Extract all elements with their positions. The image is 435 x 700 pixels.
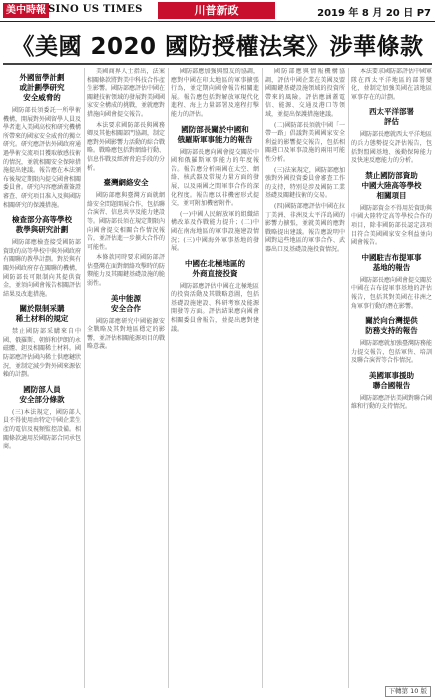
subheading-line: 相關項目 xyxy=(376,190,407,200)
body-paragraph: (二)國防部長須就中國「一帶一路」倡議對美國國家安全利益的影響提交報告，包括相關港口及軍事設施的兩用可能性分析。 xyxy=(265,121,345,163)
body-paragraph: 國防部應評估中國在北極地區的投資活動及其戰略意圖，包括基礎設施建設、科研考察及能源開發等方面。評估結果應向國會相關委員會報告，並提出應對建議。 xyxy=(171,282,259,333)
subheading-line: 關於向台灣提供 xyxy=(365,316,418,326)
issue-date: 2019 年 8 月 20 日 P7 xyxy=(317,8,431,19)
body-paragraph: 國防部長須委託一所學術機構，開展對外國留學人員及學者進入美國高校和研究機構所帶來的國家安全威脅的獨立研究。研究應評估外國政府通過學術交流項目獲取敏感技術的情況，並就相關安全保障措施提出建議。報告應在本法頒布後規定期限內提交國會相關委員會。研究內容應涵蓋簽證審查、研究項目准入及與國防相關研究的保護措施。 xyxy=(3,107,81,209)
article-column-2 xyxy=(87,68,165,688)
subheading-line: 禁止國防部資助 xyxy=(365,170,418,180)
subheading xyxy=(87,294,165,314)
body-paragraph: 國防部應評估美國對聯合國維和行動的支持情況。 xyxy=(351,394,432,411)
article-column-4 xyxy=(265,68,345,688)
subheading-line: 檢查部分高等學校 xyxy=(12,215,72,225)
subheading-line: 稀土材料的規定 xyxy=(15,314,69,324)
subheading-line: 俄羅斯軍事能力的報告 xyxy=(177,134,253,144)
subheading xyxy=(171,125,259,145)
body-paragraph: 國防部應加強與盟友的協調，應對中國在印太地區的軍事擴張行為，並定期向國會報告相關進展。報告應包括對解放軍現代化進程、海上力量部署及遠程打擊能力的評估。 xyxy=(171,68,259,118)
body-paragraph: (三)法案規定，國防部應加強對外國投資委員會審查工作的支持，特別是涉及國防工業基礎及關鍵技術的交易。 xyxy=(265,166,345,200)
page-header xyxy=(0,0,435,22)
body-paragraph: (四)國防部應評估中國在拉丁美洲、非洲及太平洋島國的影響力擴張，並就美國的應對戰略提出建議。報告應說明中國對這些地區的軍事合作、武器出口及基礎設施投資情況。 xyxy=(265,202,345,253)
body-paragraph: 國防部應研究中國能源安全戰略及其對地區穩定的影響，並評估相關能源項目的戰略意義。 xyxy=(87,317,165,351)
section-title: 川普新政 xyxy=(158,2,275,19)
subheading-line: 或計劃學研究 xyxy=(19,83,65,92)
subheading xyxy=(351,316,432,336)
newspaper-brand: SINO US TIMES xyxy=(48,4,143,15)
body-paragraph: 國防部應檢查接受國防部資助的高等學校中與外國政府有關聯的教學計劃。對於與有關外國政府存在關聯的機構，國防部長可限制向其提供資金，並須向國會報告相關評估結果及改進措施。 xyxy=(3,239,81,298)
subheading-line: 聯合國報告 xyxy=(372,380,411,390)
subheading-line: 外國留學計劃 xyxy=(19,73,65,82)
subheading xyxy=(3,304,81,324)
subheading-line: 教學與研究計劃 xyxy=(15,225,69,235)
body-paragraph: 本法要求國防部評估中國軍隊在西太平洋地區的部署變化，並制定加強美國在該地區軍事存在的計劃。 xyxy=(351,68,432,101)
article-column-3 xyxy=(171,68,259,688)
column-divider xyxy=(168,68,169,688)
subheading xyxy=(351,107,432,127)
subheading xyxy=(3,215,81,235)
body-paragraph: 國防部資金不得用於資助與中國大陸特定高等學校合作的項目，除非國防部長認定該項目符合美國國家安全利益並向國會報告。 xyxy=(351,204,432,247)
column-divider xyxy=(348,68,349,688)
subheading-line: 中國駐吉布提軍事 xyxy=(361,252,422,262)
main-headline: 《美國 2020 國防授權法案》涉華條款 xyxy=(11,34,424,60)
subheading-line: 臺灣網絡安全 xyxy=(103,178,149,188)
subheading-line: 關於限制采購 xyxy=(19,304,65,314)
subheading-line: 安全威脅的 xyxy=(23,93,61,102)
body-paragraph: 國防部應就加強臺灣防務能力提交報告，包括軍售、培訓及聯合演習等合作情況。 xyxy=(351,340,432,365)
subheading-line: 美國軍事援助 xyxy=(369,370,414,380)
subheading-line: 外商直接投資 xyxy=(192,268,238,278)
body-paragraph: 本條款同時要求國防部評估臺灣在面對網絡攻擊時的防禦能力及其關鍵基礎設施的脆弱性。 xyxy=(87,254,165,288)
body-paragraph: 國防部長應就西太平洋地區的兵力態勢提交評估報告，包括對盟國基地、後勤保障能力及快速反應能力的分析。 xyxy=(351,131,432,165)
subheading-line: 西太平洋部署 xyxy=(369,107,414,117)
subheading-line: 基地的報告 xyxy=(372,262,411,272)
body-paragraph: 美國商界人士指出，法案相關條款將對美中科技合作產生影響。國防部應評估中國在關鍵技術領域的發展對美國國家安全構成的挑戰，並就應對措施向國會提交報告。 xyxy=(87,68,165,118)
subheading-line: 安全部分條款 xyxy=(19,394,65,404)
column-divider xyxy=(84,68,85,688)
subheading-line: 防務支持的報告 xyxy=(365,326,418,336)
subheading xyxy=(351,171,432,201)
body-paragraph: (一)中國人民解放軍的組織結構改革及作戰能力提升；(二)中國在南海地區的軍事設施建設情況；(三)中國海外軍事基地的發展。 xyxy=(171,210,259,253)
body-paragraph: 國防部應與臺灣方面就網絡安全問題開展合作，包括聯合演習、信息共享及能力建設等。國防部長須在規定期限內向國會提交相關合作情況報告，並評估進一步擴大合作的可能性。 xyxy=(87,192,165,251)
subheading-line: 國防部長關於中國和 xyxy=(181,124,249,134)
subheading-line: 評估 xyxy=(384,117,399,127)
newspaper-logo: 美中時報 xyxy=(3,3,49,18)
subheading xyxy=(3,385,81,405)
subheading xyxy=(351,371,432,391)
body-paragraph: 禁止國防部采購來自中國、俄羅斯、朝鮮和伊朗的永磁體、鉭及相關稀土材料。國防部應評估國內稀土供應鏈狀況，並制定減少對外國來源依賴的計劃。 xyxy=(3,328,81,379)
continued-note: 下轉第 10 版 xyxy=(385,686,431,697)
subheading-line: 美中能源 xyxy=(111,293,141,303)
body-paragraph: 國防部長應向國會提交關於中國和俄羅斯軍事能力的年度報告。報告應分析兩國在太空、網絡、核武器及常規力量方面的發展，以及兩國之間軍事合作的深化程度。報告應以非機密形式提交，並可附加機密附件。 xyxy=(171,148,259,208)
subheading xyxy=(3,73,81,103)
subheading-line: 國防部人員 xyxy=(23,384,61,394)
subheading xyxy=(351,253,432,273)
headline-rule xyxy=(3,63,432,65)
subheading xyxy=(87,178,165,188)
body-paragraph: 本法要求國防部長與國務卿及其他相關部門協調，制定應對外國影響力活動的綜合戰略。戰略應包括對網絡行動、信息作戰及經濟脅迫手段的分析。 xyxy=(87,121,165,172)
subheading-line: 安全合作 xyxy=(111,303,141,313)
article-column-1 xyxy=(3,68,81,688)
body-paragraph: 國防部長應向國會提交關於中國在吉布提軍事基地的評估報告，包括其對美國在非洲之角軍事行動的潛在影響。 xyxy=(351,276,432,310)
subheading xyxy=(171,259,259,279)
article-column-5 xyxy=(351,68,432,688)
column-divider xyxy=(262,68,263,688)
subheading-line: 中國大陸高等學校 xyxy=(361,180,422,190)
body-paragraph: (三)本法規定，國防部人員不得使用由特定中國企業生產的電信及視頻監控設備。相關條款適用於國防部合同承包商。 xyxy=(3,408,81,451)
subheading-line: 中國在北極地區的 xyxy=(185,258,245,268)
body-paragraph: 國防部應與情報機構協調，評估中國企業在美國及盟國關鍵基礎設施領域的投資所帶來的風險。評估應涵蓋電信、能源、交通及港口等領域，並提出保護措施建議。 xyxy=(265,68,345,118)
